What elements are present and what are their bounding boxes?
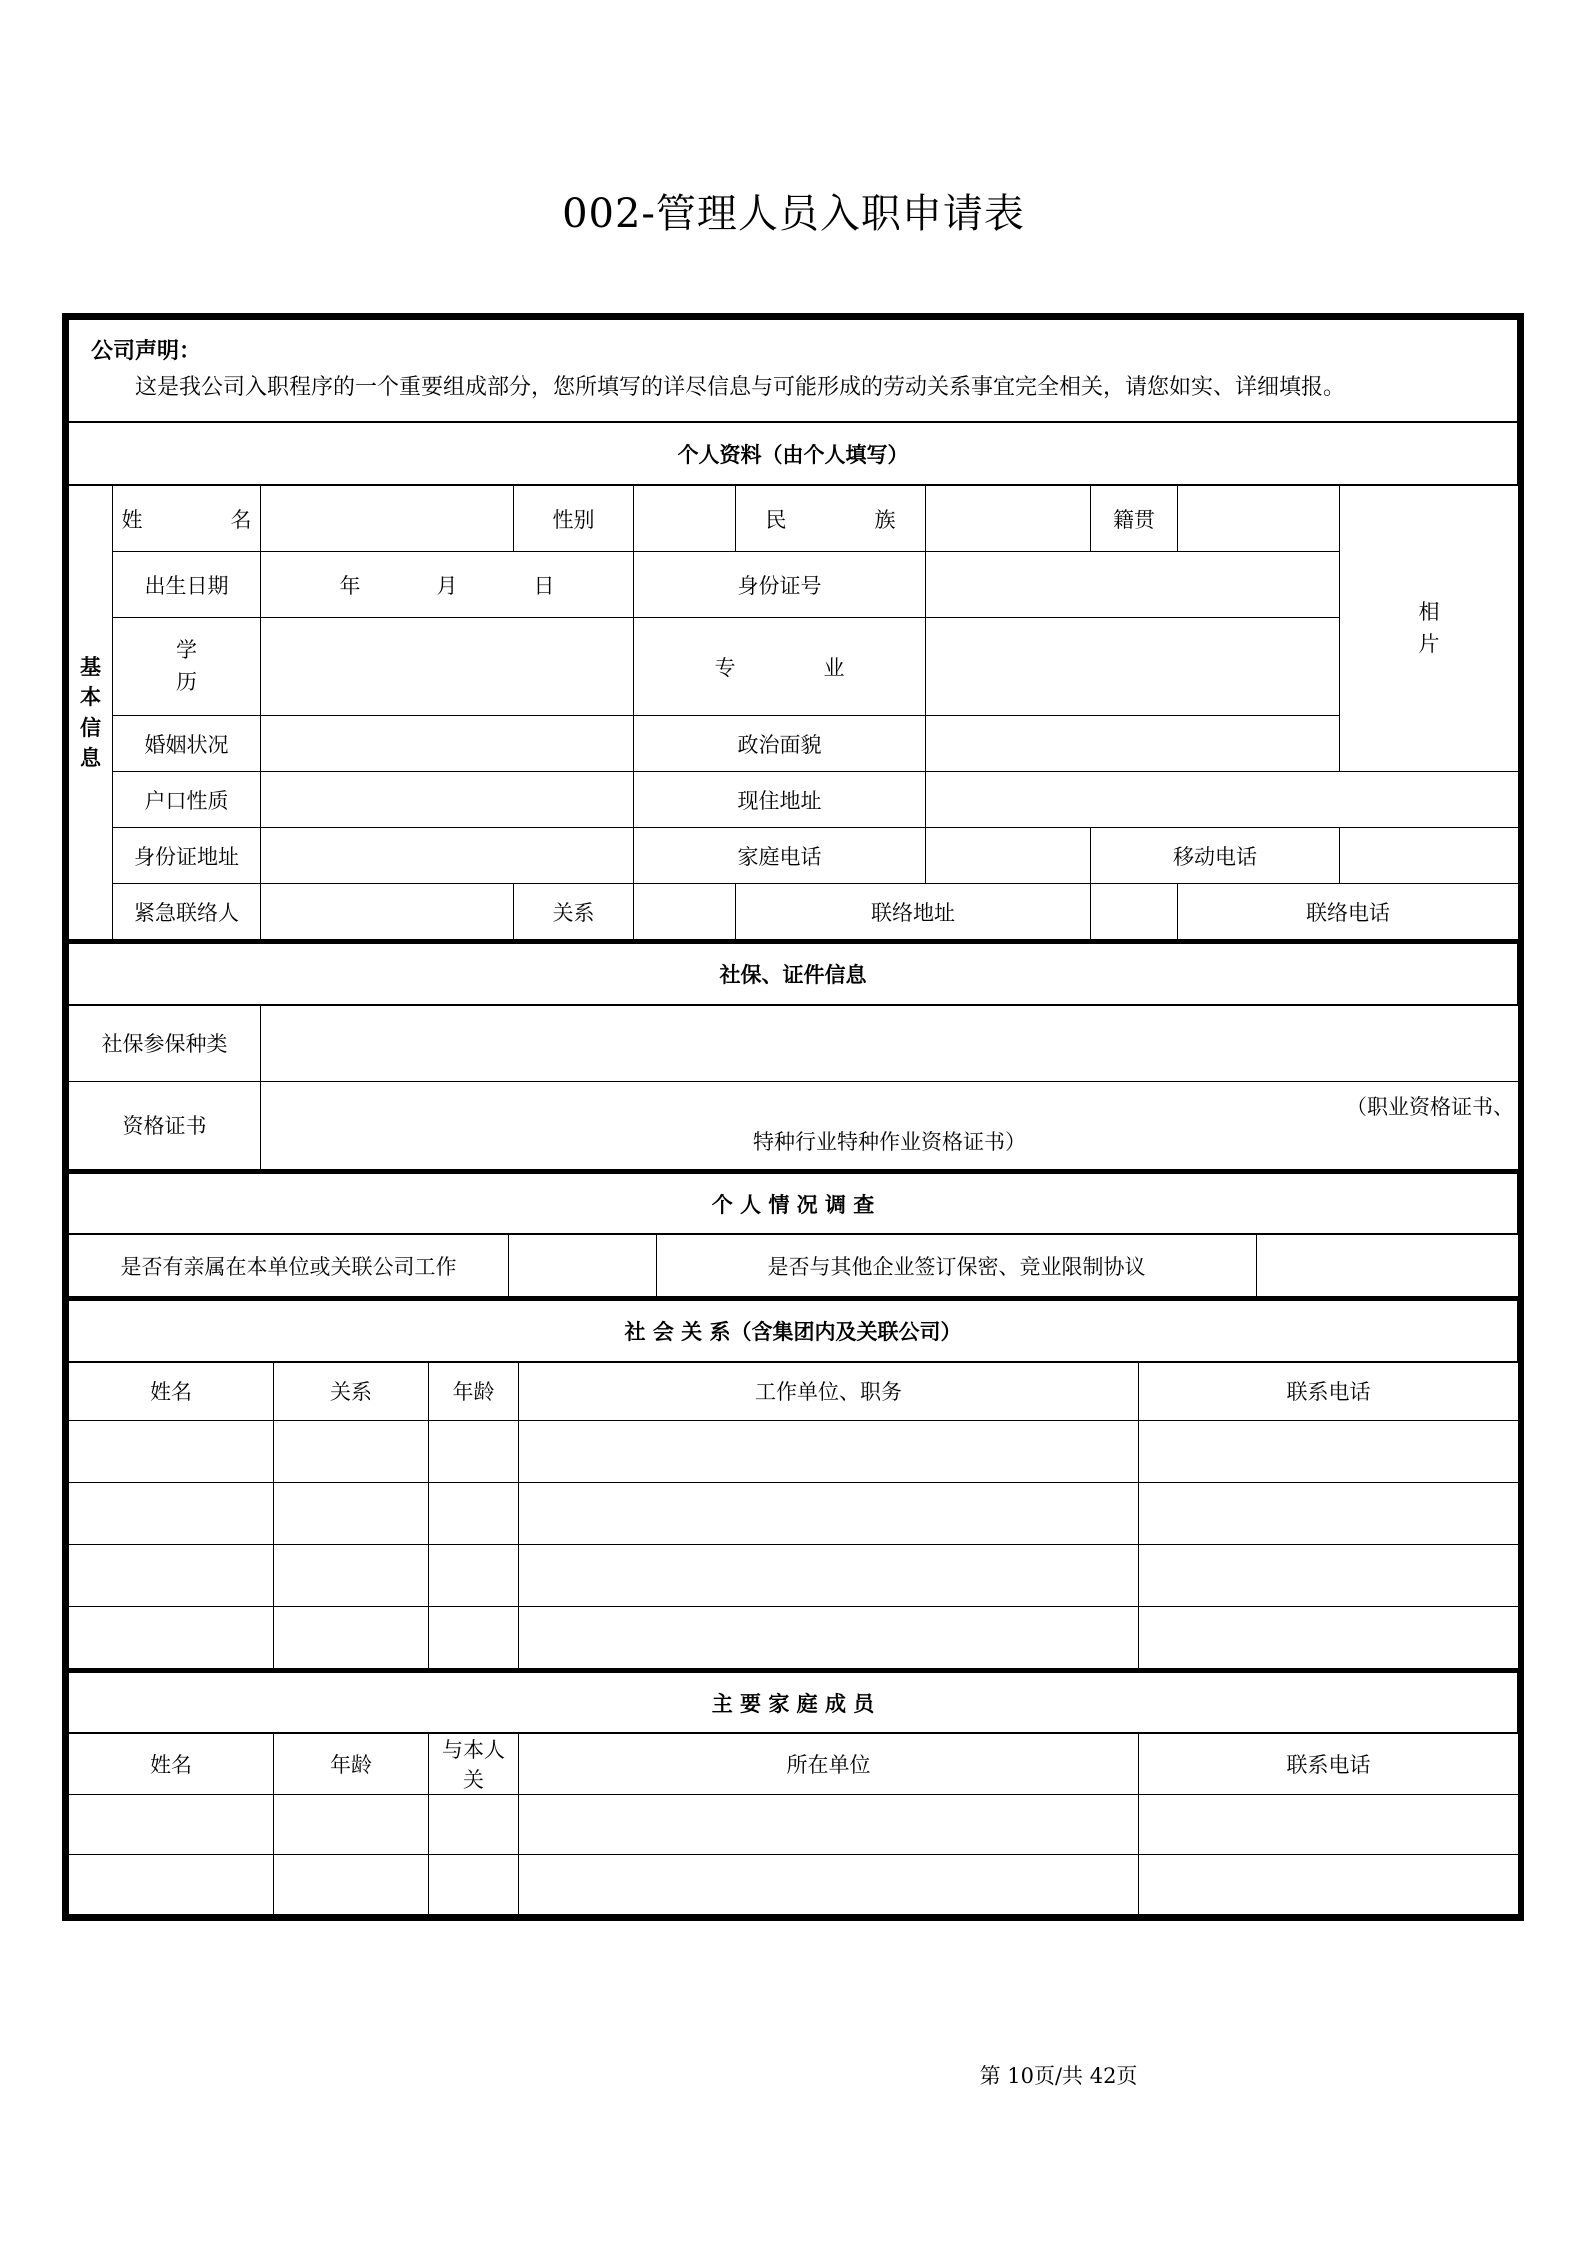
table-row	[69, 942, 1518, 1004]
fm-cell-name[interactable]	[69, 1855, 274, 1915]
sr-cell-age[interactable]	[429, 1544, 519, 1606]
field-marital-status[interactable]	[261, 716, 634, 772]
table-row	[69, 1482, 1519, 1544]
sr-cell-age[interactable]	[429, 1606, 519, 1668]
label-ethnicity	[736, 486, 926, 552]
sr-cell-workplace[interactable]	[519, 1544, 1139, 1606]
sr-cell-phone[interactable]	[1139, 1482, 1519, 1544]
birth-date-ymd: 年 月 日	[339, 573, 555, 598]
field-certificates[interactable]	[261, 1081, 1519, 1169]
sr-cell-name[interactable]	[69, 1544, 274, 1606]
social-security-band-table	[68, 940, 1518, 1005]
sr-cell-workplace[interactable]	[519, 1606, 1139, 1668]
field-relationship[interactable]	[634, 884, 736, 940]
social-security-band: 社保、证件信息	[69, 942, 1518, 1004]
family-members-band: 主 要 家 庭 成 员	[69, 1671, 1518, 1733]
field-gender[interactable]	[634, 486, 736, 552]
sr-cell-phone[interactable]	[1139, 1544, 1519, 1606]
label-education-line2: 历	[176, 669, 197, 694]
fm-cell-relation[interactable]	[429, 1795, 519, 1855]
basic-info-vertical-label	[69, 486, 113, 940]
label-gender: 性别	[514, 486, 634, 552]
table-row	[69, 1606, 1519, 1668]
table-row	[69, 552, 1519, 618]
sr-cell-age[interactable]	[429, 1482, 519, 1544]
personal-info-band: 个人资料（由个人填写）	[69, 423, 1518, 485]
label-major-text: 专 业	[714, 655, 845, 680]
sr-cell-name[interactable]	[69, 1482, 274, 1544]
survey-question-2: 是否与其他企业签订保密、竞业限制协议	[657, 1235, 1257, 1297]
label-mobile-phone: 移动电话	[1091, 828, 1340, 884]
label-home-phone: 家庭电话	[634, 828, 926, 884]
table-row	[69, 1235, 1519, 1297]
survey-question-1: 是否有亲属在本单位或关联公司工作	[69, 1235, 509, 1297]
table-row	[69, 1420, 1519, 1482]
fm-cell-relation[interactable]	[429, 1855, 519, 1915]
field-household-type[interactable]	[261, 772, 634, 828]
label-id-number: 身份证号	[634, 552, 926, 618]
table-row	[69, 1081, 1519, 1169]
sr-header-age: 年龄	[429, 1362, 519, 1420]
vlabel-char-2: 信	[80, 714, 101, 740]
page-number: 第 10页/共 42页	[979, 2064, 1138, 2088]
fm-header-phone: 联系电话	[1139, 1734, 1519, 1795]
survey-answer-2[interactable]	[1257, 1235, 1519, 1297]
field-insurance-types[interactable]	[261, 1005, 1519, 1081]
label-current-address: 现住地址	[634, 772, 926, 828]
fm-cell-workplace[interactable]	[519, 1855, 1139, 1915]
sr-cell-relation[interactable]	[274, 1544, 429, 1606]
family-members-band-table	[68, 1669, 1518, 1734]
fm-cell-workplace[interactable]	[519, 1795, 1139, 1855]
label-name-text: 姓 名	[121, 507, 252, 532]
table-row	[69, 1671, 1518, 1733]
table-header-row	[69, 1734, 1519, 1795]
survey-answer-1[interactable]	[509, 1235, 657, 1297]
social-relations-band-table	[68, 1297, 1518, 1362]
fm-header-workplace: 所在单位	[519, 1734, 1139, 1795]
field-ethnicity[interactable]	[926, 486, 1091, 552]
sr-header-name: 姓名	[69, 1362, 274, 1420]
label-native-place: 籍贯	[1091, 486, 1178, 552]
statement-cell	[69, 320, 1518, 422]
sr-cell-relation[interactable]	[274, 1482, 429, 1544]
vlabel-char-0: 基	[80, 653, 101, 679]
sr-header-workplace: 工作单位、职务	[519, 1362, 1139, 1420]
label-id-address: 身份证地址	[113, 828, 261, 884]
label-education	[113, 618, 261, 716]
table-row	[69, 1855, 1519, 1915]
vlabel-char-3: 息	[80, 745, 101, 771]
table-row	[69, 320, 1518, 422]
field-birth-date[interactable]	[261, 552, 634, 618]
fm-cell-phone[interactable]	[1139, 1795, 1519, 1855]
page-footer	[0, 2060, 1587, 2090]
table-row	[69, 1299, 1518, 1361]
table-row	[69, 884, 1519, 940]
label-relationship: 关系	[514, 884, 634, 940]
certificates-note-line2: 特种行业特种作业资格证书）	[753, 1130, 1026, 1155]
field-id-address[interactable]	[261, 828, 634, 884]
table-row	[69, 772, 1519, 828]
label-birth-date: 出生日期	[113, 552, 261, 618]
personal-survey-table	[68, 1234, 1519, 1297]
statement-table	[68, 319, 1518, 422]
sr-cell-name[interactable]	[69, 1420, 274, 1482]
page-title: 002-管理人员入职申请表	[562, 191, 1025, 237]
label-marital-status: 婚姻状况	[113, 716, 261, 772]
sr-cell-workplace[interactable]	[519, 1420, 1139, 1482]
sr-header-relation: 关系	[274, 1362, 429, 1420]
field-contact-address[interactable]	[1091, 884, 1178, 940]
field-emergency-contact[interactable]	[261, 884, 514, 940]
label-contact-phone: 联络电话	[1178, 884, 1519, 940]
table-row	[69, 423, 1518, 485]
field-native-place[interactable]	[1178, 486, 1340, 552]
statement-body: 这是我公司入职程序的一个重要组成部分，您所填写的详尽信息与可能形成的劳动关系事宜完全相关，请您如实、详细填报。	[135, 374, 1346, 400]
label-emergency-contact: 紧急联络人	[113, 884, 261, 940]
table-row	[69, 1544, 1519, 1606]
sr-header-phone: 联系电话	[1139, 1362, 1519, 1420]
social-relations-table	[68, 1362, 1519, 1669]
field-education[interactable]	[261, 618, 634, 716]
label-certificates: 资格证书	[69, 1081, 261, 1169]
table-header-row	[69, 1362, 1519, 1420]
table-row	[69, 1795, 1519, 1855]
statement-heading: 公司声明：	[91, 338, 202, 364]
photo-label-char-0: 相	[1418, 600, 1440, 625]
table-row	[69, 618, 1519, 716]
label-ethnicity-text: 民 族	[765, 507, 896, 532]
fm-cell-phone[interactable]	[1139, 1855, 1519, 1915]
fm-header-relation: 与本人关	[429, 1734, 519, 1795]
label-major	[634, 618, 926, 716]
table-row	[69, 1005, 1519, 1081]
sr-cell-phone[interactable]	[1139, 1420, 1519, 1482]
personal-survey-band: 个 人 情 况 调 查	[69, 1172, 1518, 1234]
photo-label-char-1: 片	[1418, 631, 1440, 656]
personal-info-band-table	[68, 422, 1518, 485]
social-security-table	[68, 1005, 1519, 1170]
family-members-table	[68, 1733, 1519, 1915]
sr-cell-phone[interactable]	[1139, 1606, 1519, 1668]
field-home-phone[interactable]	[926, 828, 1091, 884]
fm-cell-age[interactable]	[274, 1855, 429, 1915]
sr-cell-age[interactable]	[429, 1420, 519, 1482]
basic-info-table	[68, 485, 1519, 940]
label-contact-address: 联络地址	[736, 884, 1091, 940]
fm-header-age: 年龄	[274, 1734, 429, 1795]
sr-cell-relation[interactable]	[274, 1420, 429, 1482]
social-relations-band: 社 会 关 系（含集团内及关联公司）	[69, 1299, 1518, 1361]
table-row	[69, 828, 1519, 884]
label-political-status: 政治面貌	[634, 716, 926, 772]
sr-cell-relation[interactable]	[274, 1606, 429, 1668]
label-education-line1: 学	[176, 638, 197, 663]
field-current-address[interactable]	[926, 772, 1519, 828]
company-statement	[73, 320, 1513, 421]
label-insurance-types: 社保参保种类	[69, 1005, 261, 1081]
table-row	[69, 486, 1519, 552]
vlabel-char-1: 本	[80, 684, 101, 710]
certificates-note-line1: （职业资格证书、	[1346, 1094, 1514, 1119]
table-row	[69, 716, 1519, 772]
fm-cell-name[interactable]	[69, 1795, 274, 1855]
table-row	[69, 1172, 1518, 1234]
field-mobile-phone[interactable]	[1340, 828, 1519, 884]
field-name[interactable]	[261, 486, 514, 552]
personal-survey-band-table	[68, 1170, 1518, 1235]
sr-cell-name[interactable]	[69, 1606, 274, 1668]
field-political-status[interactable]	[926, 716, 1519, 772]
label-household-type: 户口性质	[113, 772, 261, 828]
form-frame	[62, 313, 1524, 1921]
label-name	[113, 486, 261, 552]
sr-cell-workplace[interactable]	[519, 1482, 1139, 1544]
fm-header-name: 姓名	[69, 1734, 274, 1795]
fm-cell-age[interactable]	[274, 1795, 429, 1855]
